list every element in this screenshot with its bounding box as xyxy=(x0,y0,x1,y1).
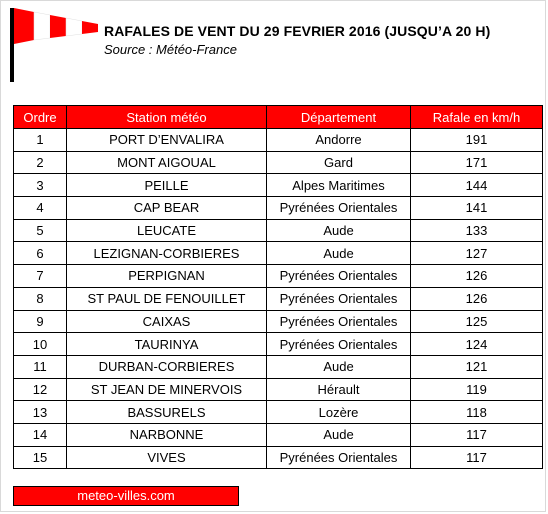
station-cell: BASSURELS xyxy=(67,401,267,424)
rafale-cell: 144 xyxy=(411,174,543,197)
rafale-cell: 126 xyxy=(411,265,543,288)
ordre-cell: 6 xyxy=(14,242,67,265)
column-header-rafale: Rafale en km/h xyxy=(411,106,543,129)
ordre-cell: 15 xyxy=(14,446,67,469)
rafale-cell: 133 xyxy=(411,219,543,242)
station-cell: LEUCATE xyxy=(67,219,267,242)
page-title: RAFALES DE VENT DU 29 FEVRIER 2016 (JUSQU’A 20 H) xyxy=(104,23,491,39)
station-cell: VIVES xyxy=(67,446,267,469)
table-row xyxy=(14,151,543,174)
departement-cell: Pyrénées Orientales xyxy=(267,310,411,333)
table-row xyxy=(14,129,543,152)
departement-cell: Pyrénées Orientales xyxy=(267,446,411,469)
station-cell: PORT D’ENVALIRA xyxy=(67,129,267,152)
departement-cell: Aude xyxy=(267,423,411,446)
station-cell: CAP BEAR xyxy=(67,197,267,220)
ordre-cell: 8 xyxy=(14,287,67,310)
station-cell: DURBAN-CORBIERES xyxy=(67,355,267,378)
ordre-cell: 13 xyxy=(14,401,67,424)
station-cell: LEZIGNAN-CORBIERES xyxy=(67,242,267,265)
station-cell: PEILLE xyxy=(67,174,267,197)
table-row xyxy=(14,265,543,288)
column-header-station: Station météo xyxy=(67,106,267,129)
departement-cell: Alpes Maritimes xyxy=(267,174,411,197)
departement-cell: Aude xyxy=(267,242,411,265)
station-cell: MONT AIGOUAL xyxy=(67,151,267,174)
departement-cell: Pyrénées Orientales xyxy=(267,287,411,310)
table-row xyxy=(14,287,543,310)
departement-cell: Aude xyxy=(267,355,411,378)
table-header-row xyxy=(14,106,543,129)
rafale-cell: 121 xyxy=(411,355,543,378)
windsock-icon xyxy=(8,6,100,84)
ordre-cell: 14 xyxy=(14,423,67,446)
table-row xyxy=(14,401,543,424)
departement-cell: Pyrénées Orientales xyxy=(267,197,411,220)
rafale-cell: 119 xyxy=(411,378,543,401)
departement-cell: Pyrénées Orientales xyxy=(267,333,411,356)
departement-cell: Pyrénées Orientales xyxy=(267,265,411,288)
column-header-ordre: Ordre xyxy=(14,106,67,129)
wind-gust-table xyxy=(13,105,543,469)
station-cell: PERPIGNAN xyxy=(67,265,267,288)
departement-cell: Aude xyxy=(267,219,411,242)
rafale-cell: 125 xyxy=(411,310,543,333)
footer-link[interactable]: meteo-villes.com xyxy=(13,486,239,506)
ordre-cell: 7 xyxy=(14,265,67,288)
ordre-cell: 1 xyxy=(14,129,67,152)
table-row xyxy=(14,423,543,446)
rafale-cell: 191 xyxy=(411,129,543,152)
rafale-cell: 118 xyxy=(411,401,543,424)
table-body xyxy=(14,129,543,469)
rafale-cell: 171 xyxy=(411,151,543,174)
table-row xyxy=(14,333,543,356)
ordre-cell: 11 xyxy=(14,355,67,378)
departement-cell: Gard xyxy=(267,151,411,174)
column-header-departement: Département xyxy=(267,106,411,129)
table-row xyxy=(14,355,543,378)
station-cell: ST PAUL DE FENOUILLET xyxy=(67,287,267,310)
rafale-cell: 124 xyxy=(411,333,543,356)
table-row xyxy=(14,446,543,469)
table-row xyxy=(14,197,543,220)
departement-cell: Andorre xyxy=(267,129,411,152)
rafale-cell: 117 xyxy=(411,423,543,446)
ordre-cell: 5 xyxy=(14,219,67,242)
station-cell: NARBONNE xyxy=(67,423,267,446)
table-row xyxy=(14,242,543,265)
ordre-cell: 4 xyxy=(14,197,67,220)
departement-cell: Hérault xyxy=(267,378,411,401)
rafale-cell: 117 xyxy=(411,446,543,469)
departement-cell: Lozère xyxy=(267,401,411,424)
station-cell: ST JEAN DE MINERVOIS xyxy=(67,378,267,401)
rafale-cell: 127 xyxy=(411,242,543,265)
rafale-cell: 141 xyxy=(411,197,543,220)
table-row xyxy=(14,174,543,197)
ordre-cell: 9 xyxy=(14,310,67,333)
table-row xyxy=(14,378,543,401)
table-row xyxy=(14,310,543,333)
ordre-cell: 12 xyxy=(14,378,67,401)
table-row xyxy=(14,219,543,242)
ordre-cell: 3 xyxy=(14,174,67,197)
station-cell: TAURINYA xyxy=(67,333,267,356)
ordre-cell: 10 xyxy=(14,333,67,356)
rafale-cell: 126 xyxy=(411,287,543,310)
source-label: Source : Météo-France xyxy=(104,42,237,57)
station-cell: CAIXAS xyxy=(67,310,267,333)
ordre-cell: 2 xyxy=(14,151,67,174)
